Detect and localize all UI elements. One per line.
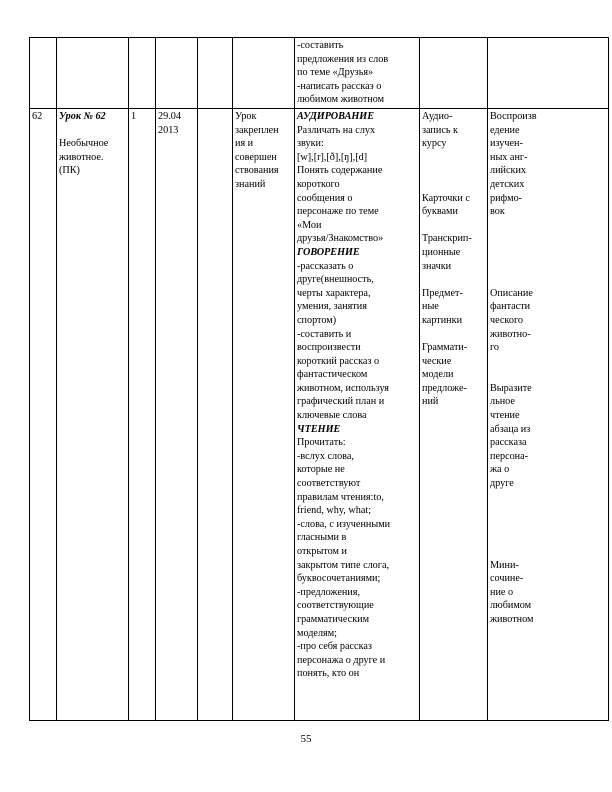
content-line: -рассказать о <box>297 260 354 272</box>
control-line: рассказа <box>490 437 527 449</box>
content-line: -написать рассказ о <box>297 80 382 92</box>
lesson-type <box>233 109 295 721</box>
content-line: АУДИРОВАНИЕ <box>297 111 375 122</box>
content-line: животном, используя <box>297 382 389 394</box>
content-line: -составить и <box>297 328 352 340</box>
content-line: персонаже по теме <box>297 206 379 218</box>
materials-line: ний <box>422 396 439 408</box>
cell-content-previous <box>295 38 420 109</box>
control-line: детских <box>490 178 525 190</box>
type-line: ствования <box>235 165 279 177</box>
content-line: ЧТЕНИЕ <box>297 423 341 435</box>
control-line: го <box>490 342 500 354</box>
content-line: ГОВОРЕНИЕ <box>297 246 360 258</box>
content-line: предложения из слов <box>297 53 389 65</box>
control-line: Мини- <box>490 559 519 571</box>
content-line: соответствующие <box>297 600 374 612</box>
date-line: 29.04 <box>158 111 181 122</box>
table-row-previous <box>30 38 609 109</box>
content-line: -составить <box>297 40 344 51</box>
control-line: вок <box>490 206 505 218</box>
control-line: Описание <box>490 287 533 299</box>
materials-line: запись к <box>422 124 458 136</box>
content-line: которые не <box>297 464 345 476</box>
control-line: фантасти <box>490 301 531 313</box>
content-line: -предложения, <box>297 586 360 598</box>
topic-line: Необычное <box>59 138 109 150</box>
control-line: лийских <box>490 165 527 177</box>
control-line: Выразите <box>490 382 532 394</box>
cell-empty <box>233 38 295 109</box>
type-line: закреплен <box>235 124 279 136</box>
lesson-title-cell <box>57 109 129 721</box>
page-number: 55 <box>300 733 312 745</box>
materials-line: курсу <box>422 138 447 150</box>
control-line: любимом <box>490 600 532 612</box>
content-line: буквосочетаниями; <box>297 573 381 585</box>
materials-line: картинки <box>422 314 463 326</box>
lesson-date <box>156 109 198 721</box>
lesson-materials <box>420 109 488 721</box>
control-line: животно- <box>490 328 531 340</box>
content-line: friend, why, what; <box>297 505 372 517</box>
control-line: рифмо- <box>490 192 523 204</box>
control-line: животном <box>490 613 534 625</box>
control-line: чтение <box>490 410 520 422</box>
cell-empty <box>57 38 129 109</box>
content-line: по теме «Друзья» <box>297 67 374 79</box>
control-line: жа о <box>490 464 510 476</box>
cell-empty <box>420 38 488 109</box>
control-line: едение <box>490 124 520 136</box>
content-line: -вслух слова, <box>297 450 354 462</box>
materials-line: ционные <box>422 246 461 258</box>
materials-line: Предмет- <box>422 287 463 299</box>
table-row-lesson-62 <box>30 109 609 721</box>
materials-line: значки <box>422 260 452 272</box>
cell-empty <box>156 38 198 109</box>
materials-line: Карточки с <box>422 192 470 204</box>
content-line: короткого <box>297 178 340 190</box>
topic-line: (ПК) <box>59 165 80 177</box>
content-line: понять, кто он <box>297 668 360 680</box>
materials-line: ные <box>422 301 439 313</box>
content-line: соответствуют <box>297 478 361 490</box>
control-line: сочине- <box>490 573 524 585</box>
content-line: друзья/Знакомство» <box>297 233 384 245</box>
content-line: [w],[r],[ð],[ŋ],[d] <box>297 151 368 163</box>
control-line: друге <box>490 478 514 490</box>
type-line: знаний <box>235 178 266 190</box>
content-line: грамматическим <box>297 613 370 625</box>
content-line: короткий рассказ о <box>297 355 380 367</box>
materials-line: Граммати- <box>422 342 468 354</box>
control-line: абзаца из <box>490 423 531 435</box>
content-line: любимом животном <box>297 94 385 106</box>
lesson-topic <box>59 137 126 178</box>
control-line: ных анг- <box>490 151 528 163</box>
control-line: льное <box>490 396 515 408</box>
content-line: Различать на слух <box>297 124 376 136</box>
content-line: Прочитать: <box>297 437 346 449</box>
cell-empty <box>198 38 233 109</box>
content-line: друге(внешность, <box>297 274 374 286</box>
materials-line: Аудио- <box>422 111 453 122</box>
control-line: ние о <box>490 586 514 598</box>
type-line: ия и <box>235 138 254 150</box>
lesson-control <box>488 109 609 721</box>
lesson-hours: 1 <box>129 109 156 721</box>
content-line: звуки: <box>297 138 324 150</box>
lesson-number: 62 <box>30 109 57 721</box>
cell-empty <box>198 109 233 721</box>
content-line: графический план и <box>297 396 385 408</box>
materials-line: ческие <box>422 355 452 367</box>
lesson-title: Урок № 62 <box>59 111 106 122</box>
control-line: ческого <box>490 314 523 326</box>
content-line: -слова, с изученными <box>297 518 391 530</box>
topic-line: животное. <box>59 151 104 163</box>
content-line: Понять содержание <box>297 165 383 177</box>
content-line: моделям; <box>297 627 337 639</box>
cell-empty <box>488 38 609 109</box>
materials-line: модели <box>422 369 454 381</box>
content-line: фантастическом <box>297 369 368 381</box>
control-line: изучен- <box>490 138 523 150</box>
content-line: правилам чтения:to, <box>297 491 384 503</box>
lesson-content <box>295 109 420 721</box>
content-line: гласными в <box>297 532 347 544</box>
materials-line: предложе- <box>422 382 467 394</box>
content-line: -про себя рассказ <box>297 641 372 653</box>
content-line: сообщения о <box>297 192 353 204</box>
content-line: персонажа о друге и <box>297 654 386 666</box>
content-line: открытом и <box>297 546 347 557</box>
content-line: закрытом типе слога, <box>297 559 390 571</box>
cell-empty <box>30 38 57 109</box>
type-line: совершен <box>235 151 277 163</box>
content-line: черты характера, <box>297 287 371 299</box>
type-line: Урок <box>235 111 257 122</box>
materials-line: Транскрип- <box>422 233 472 245</box>
materials-line: буквами <box>422 206 458 218</box>
date-line: 2013 <box>158 124 179 136</box>
lesson-plan-table <box>29 37 609 721</box>
control-line: персона- <box>490 450 529 462</box>
content-line: умения, занятия <box>297 301 367 313</box>
control-line: Воспроизв <box>490 111 537 122</box>
content-line: спортом) <box>297 314 337 326</box>
content-line: ключевые слова <box>297 410 367 422</box>
content-line: «Мои <box>297 219 322 231</box>
cell-empty <box>129 38 156 109</box>
content-line: воспроизвести <box>297 342 361 354</box>
